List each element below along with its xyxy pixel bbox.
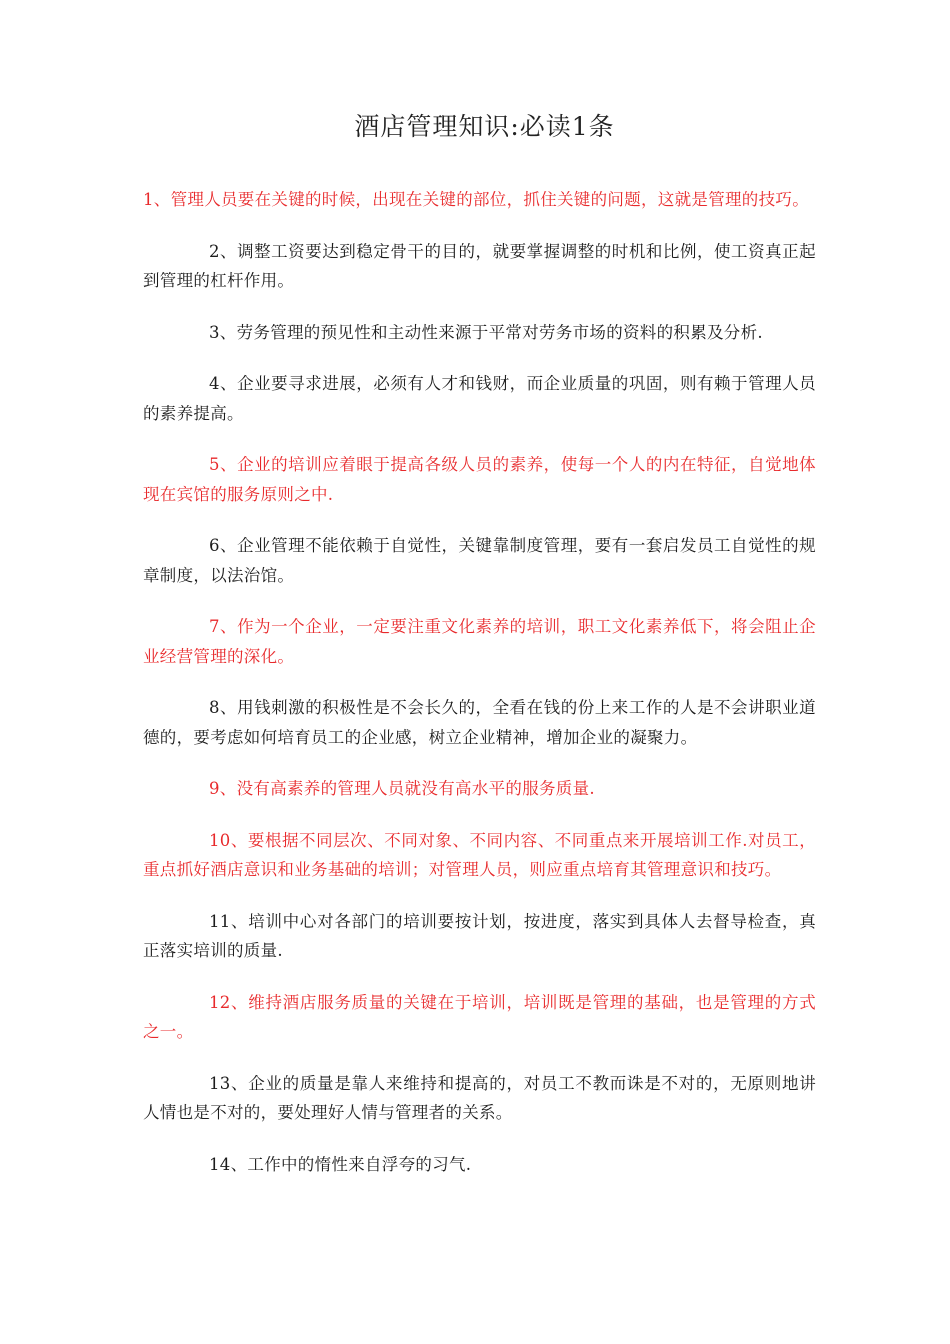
page-title: 酒店管理知识:必读1条 <box>354 112 615 141</box>
list-item: 6、企业管理不能依赖于自觉性，关键靠制度管理，要有一套启发员工自觉性的规章制度，以法治馆。 <box>143 536 816 585</box>
list-item: 8、用钱刺激的积极性是不会长久的，全看在钱的份上来工作的人是不会讲职业道德的，要考虑如何培育员工的企业感，树立企业精神，增加企业的凝聚力。 <box>143 698 816 747</box>
list-item: 4、企业要寻求进展，必须有人才和钱财，而企业质量的巩固，则有赖于管理人员的素养提高。 <box>143 374 816 423</box>
list-item: 9、没有高素养的管理人员就没有高水平的服务质量. <box>209 779 595 798</box>
list-item: 1、管理人员要在关键的时候，出现在关键的部位，抓住关键的问题，这就是管理的技巧。 <box>143 190 809 209</box>
item-list <box>143 185 816 1179</box>
list-item: 7、作为一个企业，一定要注重文化素养的培训，职工文化素养低下，将会阻止企业经营管理的深化。 <box>143 617 816 666</box>
list-item: 11、培训中心对各部门的培训要按计划，按进度，落实到具体人去督导检查，真正落实培训的质量. <box>143 911 816 960</box>
list-item: 3、劳务管理的预见性和主动性来源于平常对劳务市场的资料的积累及分析. <box>209 322 763 342</box>
list-item: 2、调整工资要达到稳定骨干的目的，就要掌握调整的时机和比例，使工资真正起到管理的杠杆作用。 <box>143 241 816 290</box>
list-item: 14、工作中的惰性来自浮夸的习气. <box>209 1154 472 1174</box>
list-item: 5、企业的培训应着眼于提高各级人员的素养，使每一个人的内在特征，自觉地体现在宾馆的服务原则之中. <box>143 455 816 504</box>
list-item: 10、要根据不同层次、不同对象、不同内容、不同重点来开展培训工作.对员工，重点抓好酒店意识和业务基础的培训；对管理人员，则应重点培育其管理意识和技巧。 <box>143 830 816 879</box>
list-item: 12、维持酒店服务质量的关键在于培训，培训既是管理的基础，也是管理的方式之一。 <box>143 992 816 1041</box>
list-item: 13、企业的质量是靠人来维持和提高的，对员工不教而诛是不对的，无原则地讲人情也是不对的，要处理好人情与管理者的关系。 <box>143 1073 816 1122</box>
